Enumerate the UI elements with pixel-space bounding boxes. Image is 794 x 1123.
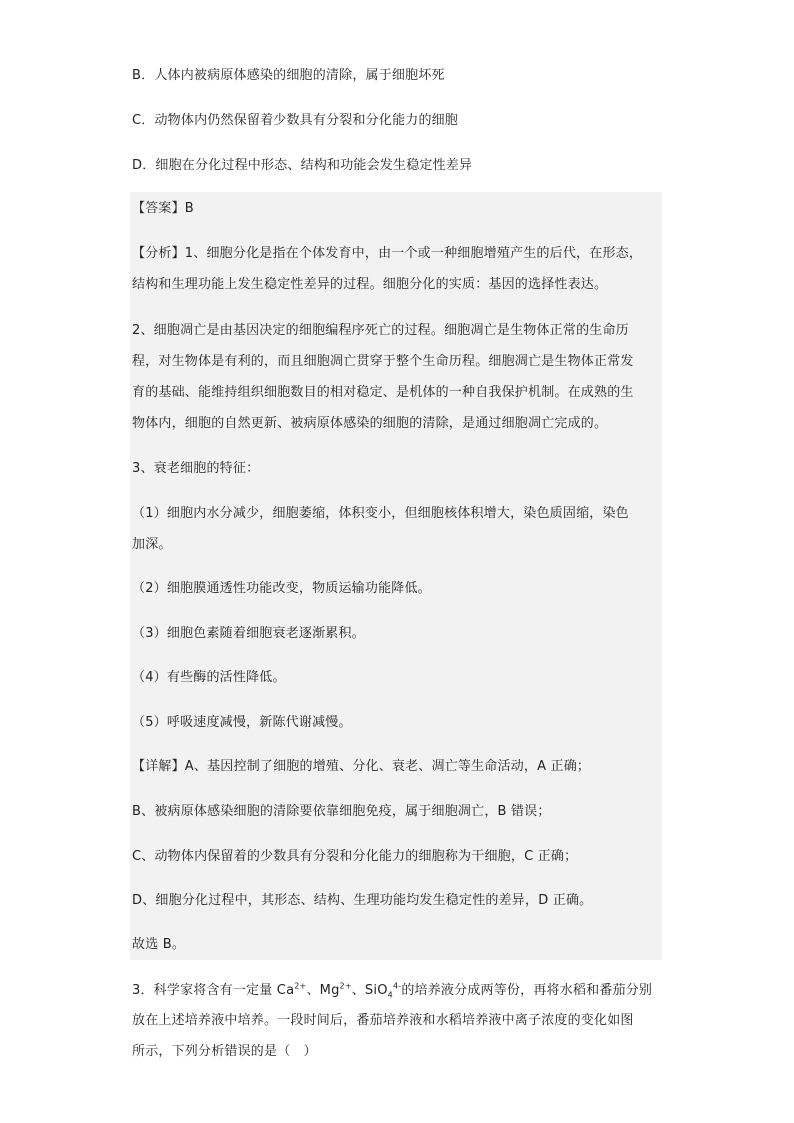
feature-3: （3）细胞色素随着细胞衰老逐渐累积。 (132, 626, 365, 641)
analysis-p1-line2: 结构和生理功能上发生稳定性差异的过程。细胞分化的实质：基因的选择性表达。 (132, 277, 608, 292)
si-subscript: 4 (387, 990, 393, 1000)
ca-charge: 2+ (294, 981, 307, 991)
q3-text-pre: 3．科学家将含有一定量 Ca (132, 983, 295, 998)
detail-a: 【详解】A、基因控制了细胞的增殖、分化、衰老、凋亡等生命活动，A 正确； (132, 759, 591, 774)
feature-5: （5）呼吸速度减慢，新陈代谢减慢。 (132, 715, 352, 730)
question-3-line1 (132, 982, 652, 1000)
q3-sep1: 、Mg (306, 983, 340, 998)
detail-b: B、被病原体感染细胞的清除要依靠细胞免疫，属于细胞凋亡，B 错误； (132, 804, 551, 819)
option-b: B．人体内被病原体感染的细胞的清除，属于细胞坏死 (132, 68, 445, 83)
si-charge: 4- (392, 981, 402, 991)
analysis-p2-line3: 育的基础、能维持组织细胞数目的相对稳定、是机体的一种自我保护机制。在成熟的生 (132, 385, 634, 400)
mg-charge: 2+ (339, 981, 352, 991)
answer-analysis-background (130, 192, 662, 960)
analysis-p2-line1: 2、细胞凋亡是由基因决定的细胞编程序死亡的过程。细胞凋亡是生物体正常的生命历 (132, 323, 629, 338)
question-3-line3: 所示，下列分析错误的是（ ） (132, 1044, 317, 1059)
feature-4: （4）有些酶的活性降低。 (132, 670, 286, 685)
answer-line: 【答案】B (132, 201, 194, 216)
detail-d: D、细胞分化过程中，其形态、结构、生理功能均发生稳定性的差异，D 正确。 (132, 893, 593, 908)
option-d: D．细胞在分化过程中形态、结构和功能会发生稳定性差异 (132, 158, 473, 173)
q3-sep2: 、SiO (351, 983, 388, 998)
feature-1-line1: （1）细胞内水分减少，细胞萎缩，体积变小，但细胞核体积增大，染色质固缩，染色 (132, 506, 629, 521)
detail-conclusion: 故选 B。 (132, 937, 186, 952)
feature-1-line2: 加深。 (132, 537, 172, 552)
analysis-p3: 3、衰老细胞的特征： (132, 461, 260, 476)
detail-c: C、动物体内保留着的少数具有分裂和分化能力的细胞称为干细胞，C 正确； (132, 849, 578, 864)
analysis-p1-line1: 【分析】1、细胞分化是指在个体发育中，由一个或一种细胞增殖产生的后代，在形态， (132, 246, 643, 261)
option-c: C．动物体内仍然保留着少数具有分裂和分化能力的细胞 (132, 113, 459, 128)
analysis-p2-line4: 物体内，细胞的自然更新、被病原体感染的细胞的清除，是通过细胞凋亡完成的。 (132, 416, 608, 431)
feature-2: （2）细胞膜通透性功能改变，物质运输功能降低。 (132, 581, 431, 596)
analysis-p2-line2: 程，对生物体是有利的，而且细胞凋亡贯穿于整个生命历程。细胞凋亡是生物体正常发 (132, 354, 634, 369)
q3-text-post: 的培养液分成两等份，再将水稻和番茄分别 (401, 983, 653, 998)
question-3-line2: 放在上述培养液中培养。一段时间后，番茄培养液和水稻培养液中离子浓度的变化如图 (132, 1013, 634, 1028)
